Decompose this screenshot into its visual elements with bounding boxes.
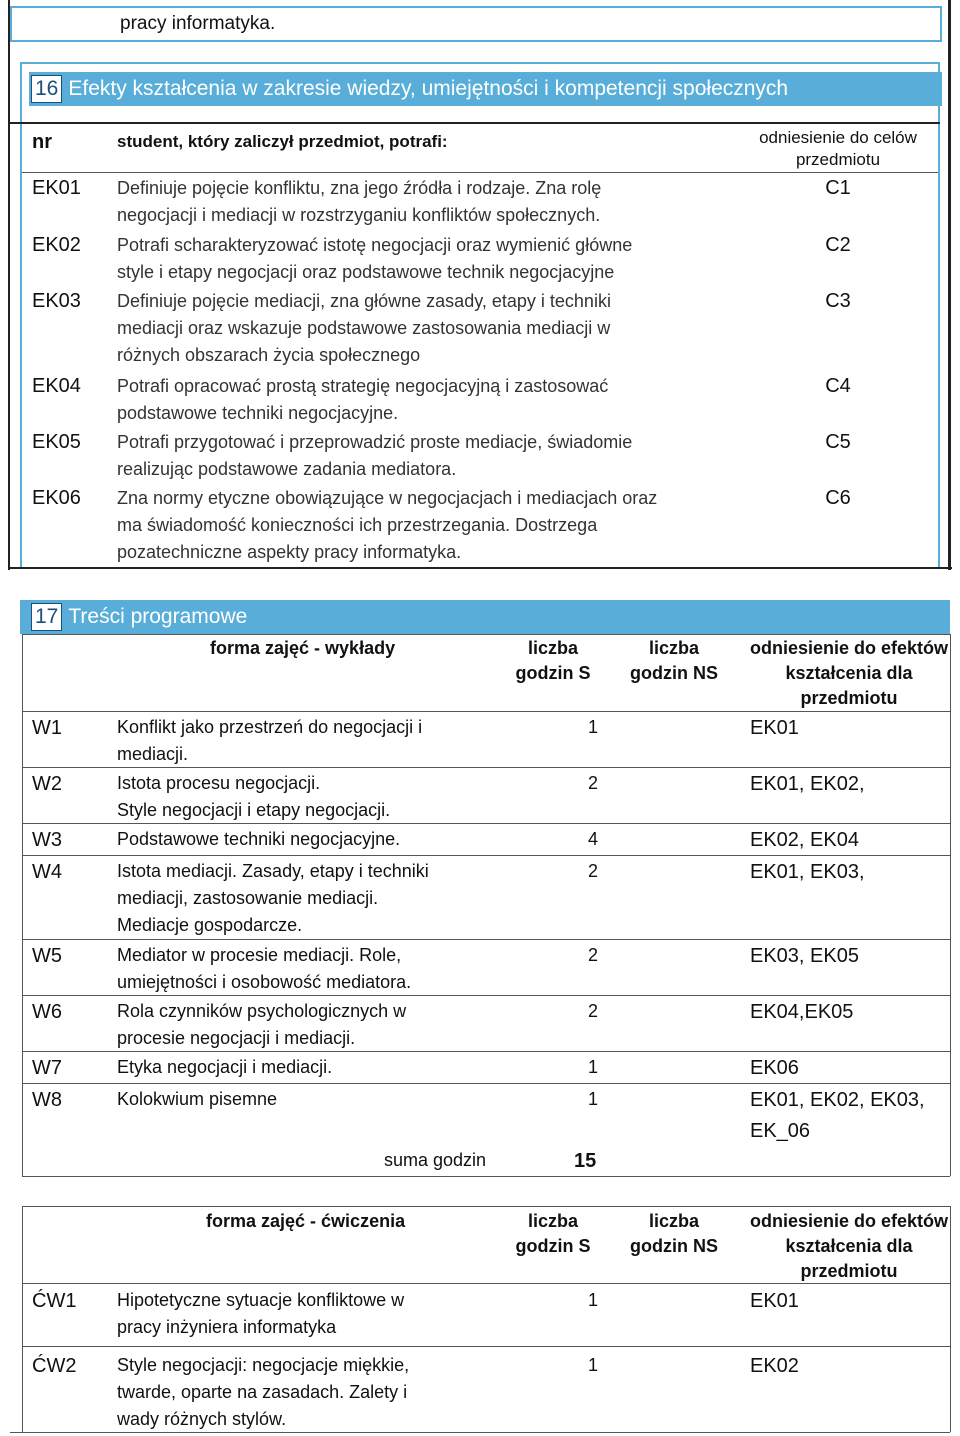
lecture-code: W2 — [32, 773, 62, 795]
learning-outcome-code: EK01 — [32, 177, 81, 199]
learning-outcome-ref: C3 — [825, 290, 851, 312]
exercises-col-ref-1: odniesienie do efektów — [749, 1211, 949, 1231]
lectures-header-rule — [22, 711, 950, 712]
exercise-ref: EK02 — [750, 1355, 799, 1377]
learning-outcome-code: EK06 — [32, 487, 81, 509]
learning-outcome-ref: C6 — [825, 487, 851, 509]
exercise-row-rule — [22, 1346, 950, 1347]
lecture-ref: EK01, EK02, — [750, 773, 865, 795]
lectures-sum-value: 15 — [574, 1150, 597, 1172]
lecture-topic: mediacji. — [117, 744, 189, 764]
lecture-hours-s: 1 — [587, 1057, 598, 1077]
top-text: pracy informatyka. — [120, 13, 276, 34]
left-edge — [8, 0, 10, 570]
lecture-topic: Mediacje gospodarcze. — [117, 915, 303, 935]
lectures-left-border — [22, 634, 23, 1176]
col-header-nr: nr — [32, 131, 52, 153]
lecture-row-rule — [22, 939, 950, 940]
exercises-col-s-2: godzin S — [515, 1236, 591, 1256]
lecture-topic: Mediator w procesie mediacji. Role, — [117, 945, 402, 965]
learning-outcome-code: EK03 — [32, 290, 81, 312]
exercise-topic: Hipotetyczne sytuacje konfliktowe w — [117, 1290, 405, 1310]
lecture-code: W3 — [32, 829, 62, 851]
learning-outcome-ref: C1 — [825, 177, 851, 199]
lecture-code: W4 — [32, 861, 62, 883]
lecture-code: W7 — [32, 1057, 62, 1079]
exercises-col-s-1: liczba — [527, 1211, 579, 1231]
lecture-code: W1 — [32, 717, 62, 739]
learning-outcome-text: mediacji oraz wskazuje podstawowe zastosowania mediacji w — [117, 318, 611, 338]
section-16-blue-frame-left — [20, 62, 22, 567]
exercises-top-rule — [22, 1206, 950, 1207]
section-17-title: Treści programowe — [68, 605, 248, 628]
learning-outcome-text: Zna normy etyczne obowiązujące w negocjacjach i mediacjach oraz — [117, 488, 658, 508]
exercises-bottom-rule — [10, 1432, 950, 1433]
lecture-ref: EK03, EK05 — [750, 945, 859, 967]
learning-outcome-text: Potrafi opracować prostą strategię negocjacyjną i zastosować — [117, 376, 609, 396]
lecture-row-rule — [22, 823, 950, 824]
section-16-blue-frame-right — [938, 62, 940, 567]
lectures-top-rule — [22, 634, 950, 635]
section-16-bottom-rule — [8, 567, 952, 569]
col-header-ref: odniesienie do celów przedmiotu — [759, 128, 917, 169]
learning-outcome-ref: C5 — [825, 431, 851, 453]
lecture-row-rule — [22, 767, 950, 768]
lecture-ref: EK06 — [750, 1057, 799, 1079]
lecture-topic: Etyka negocjacji i mediacji. — [117, 1057, 333, 1077]
exercises-col-ref-2: kształcenia dla — [785, 1236, 913, 1256]
lecture-topic: Rola czynników psychologicznych w — [117, 1001, 407, 1021]
exercises-left-border — [22, 1206, 23, 1432]
learning-outcome-text: Definiuje pojęcie mediacji, zna główne zasady, etapy i techniki — [117, 291, 611, 311]
learning-outcome-text: Potrafi scharakteryzować istotę negocjacji oraz wymienić główne — [117, 235, 633, 255]
section-16-header — [29, 72, 942, 106]
learning-outcome-code: EK04 — [32, 375, 81, 397]
section-16-blue-frame-top — [20, 62, 940, 64]
top-right-edge — [948, 0, 951, 570]
lectures-col-s-2: godzin S — [515, 663, 591, 683]
learning-outcome-text: pozatechniczne aspekty pracy informatyka. — [117, 542, 462, 562]
lecture-topic: Style negocjacji i etapy negocjacji. — [117, 800, 391, 820]
exercises-col-ns-1: liczba — [648, 1211, 700, 1231]
lecture-topic: procesie negocjacji i mediacji. — [117, 1028, 356, 1048]
lecture-ref: EK01 — [750, 717, 799, 739]
lecture-topic: Istota mediacji. Zasady, etapy i techniki — [117, 861, 429, 881]
lecture-topic: umiejętności i osobowość mediatora. — [117, 972, 412, 992]
section-16-title: Efekty kształcenia w zakresie wiedzy, umiejętności i kompetencji społecznych — [68, 77, 789, 100]
lecture-ref: EK02, EK04 — [750, 829, 859, 851]
learning-outcome-text: ma świadomość konieczności ich przestrzegania. Dostrzega — [117, 515, 598, 535]
section-17-header — [29, 600, 950, 634]
exercise-topic: Style negocjacji: negocjacje miękkie, — [117, 1355, 410, 1375]
lecture-topic: Kolokwium pisemne — [117, 1089, 278, 1109]
exercises-col-ref-3: przedmiotu — [800, 1261, 898, 1281]
exercise-topic: wady różnych stylów. — [117, 1409, 287, 1429]
exercise-topic: twarde, oparte na zasadach. Zalety i — [117, 1382, 408, 1402]
section-16-header-rule — [22, 172, 938, 173]
learning-outcome-code: EK02 — [32, 234, 81, 256]
lecture-ref: EK01, EK03, — [750, 861, 865, 883]
learning-outcome-text: negocjacji i mediacji w rozstrzyganiu konfliktów społecznych. — [117, 205, 601, 225]
exercise-topic: pracy inżyniera informatyka — [117, 1317, 337, 1337]
lecture-ref: EK01, EK02, EK03, — [750, 1089, 925, 1111]
lecture-topic: Konflikt jako przestrzeń do negocjacji i — [117, 717, 423, 737]
lecture-hours-s: 1 — [587, 717, 598, 737]
learning-outcome-code: EK05 — [32, 431, 81, 453]
lecture-ref: EK04,EK05 — [750, 1001, 854, 1023]
learning-outcome-ref: C4 — [825, 375, 851, 397]
lectures-col-ns-2: godzin NS — [630, 663, 718, 683]
lecture-hours-s: 2 — [587, 1001, 598, 1021]
lecture-code: W6 — [32, 1001, 62, 1023]
lectures-col-ref-2: kształcenia dla — [785, 663, 913, 683]
lectures-col-ref-1: odniesienie do efektów — [749, 638, 949, 658]
lecture-hours-s: 1 — [587, 1089, 598, 1109]
lecture-code: W5 — [32, 945, 62, 967]
exercises-header-rule — [22, 1283, 950, 1284]
lecture-row-rule — [22, 855, 950, 856]
learning-outcome-text: style i etapy negocjacji oraz podstawowe technik negocjacyjne — [117, 262, 615, 282]
lecture-row-rule — [22, 1051, 950, 1052]
learning-outcome-text: Definiuje pojęcie konfliktu, zna jego źródła i rodzaje. Zna rolę — [117, 178, 602, 198]
lecture-ref: EK_06 — [750, 1120, 811, 1142]
learning-outcome-text: realizując podstawowe zadania mediatora. — [117, 459, 457, 479]
exercises-col-form: forma zajęć - ćwiczenia — [206, 1211, 406, 1231]
lectures-right-border — [950, 634, 951, 1176]
lectures-col-form: forma zajęć - wykłady — [210, 638, 396, 658]
lecture-topic: mediacji, zastosowanie mediacji. — [117, 888, 379, 908]
lecture-row-rule — [22, 1083, 950, 1084]
lecture-code: W8 — [32, 1089, 62, 1111]
section-16-number: 16 — [31, 75, 62, 103]
exercises-col-ns-2: godzin NS — [630, 1236, 718, 1256]
lectures-col-ref-3: przedmiotu — [800, 688, 898, 708]
learning-outcome-text: różnych obszarach życia społecznego — [117, 345, 421, 365]
lecture-hours-s: 2 — [587, 773, 598, 793]
lectures-sum-label: suma godzin — [384, 1150, 487, 1170]
lecture-hours-s: 4 — [587, 829, 598, 849]
exercise-code: ĆW2 — [32, 1355, 77, 1377]
exercise-ref: EK01 — [750, 1290, 799, 1312]
section-16-top-rule — [10, 122, 940, 124]
lectures-bottom-rule — [22, 1176, 950, 1177]
exercise-code: ĆW1 — [32, 1290, 77, 1312]
col-header-student: student, który zaliczył przedmiot, potrafi: — [117, 132, 448, 151]
lecture-hours-s: 2 — [587, 861, 598, 881]
exercise-hours-s: 1 — [587, 1290, 598, 1310]
learning-outcome-ref: C2 — [825, 234, 851, 256]
lectures-col-ns-1: liczba — [648, 638, 700, 658]
lecture-hours-s: 2 — [587, 945, 598, 965]
learning-outcome-text: Potrafi przygotować i przeprowadzić proste mediacje, świadomie — [117, 432, 633, 452]
lecture-topic: Istota procesu negocjacji. — [117, 773, 321, 793]
section-17-left-accent — [20, 600, 29, 634]
learning-outcome-text: podstawowe techniki negocjacyjne. — [117, 403, 399, 423]
lectures-col-s-1: liczba — [527, 638, 579, 658]
lecture-topic: Podstawowe techniki negocjacyjne. — [117, 829, 401, 849]
exercise-hours-s: 1 — [587, 1355, 598, 1375]
section-17-number: 17 — [31, 603, 62, 631]
lecture-row-rule — [22, 995, 950, 996]
